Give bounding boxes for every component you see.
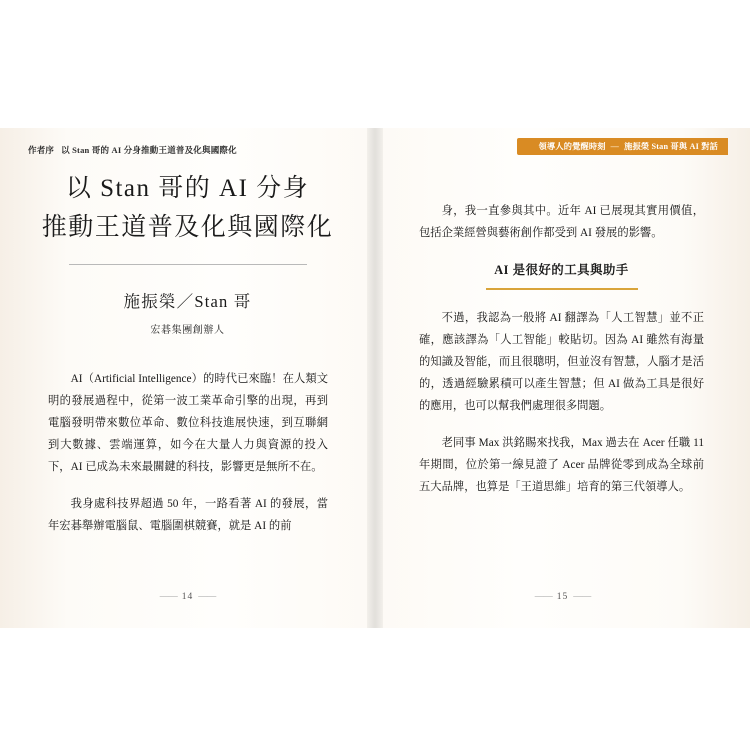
running-head-tab <box>517 138 728 155</box>
chapter-title-line-1: 以 Stan 哥的 AI 分身 <box>65 175 310 202</box>
page-number-right <box>375 592 750 602</box>
section-heading-underline <box>486 288 638 290</box>
paragraph: 我身處科技界超過 50 年，一路看著 AI 的發展，當年宏碁舉辦電腦鼠、電腦圍棋競賽，就是 AI 的前 <box>48 498 328 533</box>
running-head-title: 以 Stan 哥的 AI 分身推動王道普及化與國際化 <box>61 145 237 155</box>
running-head-tab-sub: 施振榮 Stan 哥與 AI 對話 <box>624 142 718 151</box>
running-head-label: 作者序 <box>28 145 55 155</box>
chapter-title <box>0 170 375 265</box>
left-page-body <box>48 368 328 552</box>
running-head-right <box>517 138 728 155</box>
running-head-tab-dash: — <box>610 142 620 151</box>
running-head-tab-main: 領導人的覺醒時刻 <box>538 142 606 151</box>
book-spread <box>0 128 750 628</box>
folio-dash-right: —— <box>198 592 216 602</box>
right-page-body <box>419 200 704 513</box>
paragraph: 不過，我認為一般將 AI 翻譯為「人工智慧」並不正確，應該譯為「人工智能」較貼切。因為 AI 雖然有海量的知識及智能，而且很聰明，但並沒有智慧，人腦才是活的，透過經驗累積可以產生智慧；但 AI 做為工具是很好的應用，也可以幫我們處理很多問題。 <box>419 312 704 413</box>
folio-dash-right: —— <box>573 592 591 602</box>
page-number-left <box>0 592 375 602</box>
chapter-title-line-2: 推動王道普及化與國際化 <box>41 213 334 241</box>
folio-number: 14 <box>181 592 194 602</box>
folio-number: 15 <box>556 592 569 602</box>
paragraph: AI（Artificial Intelligence）的時代已來臨！在人類文明的發展過程中，從第一波工業革命引擎的出現，再到電腦發明帶來數位革命、數位科技進展快速，到互聯網到大數據、雲端運算，如今在大量人力與資源的投入下，AI 已成為未來最關鍵的科技，影響更是無所不在。 <box>48 373 328 474</box>
folio-dash-left: —— <box>159 592 177 602</box>
author-name: 施振榮／Stan 哥 <box>123 292 252 311</box>
author-affiliation: 宏碁集團創辦人 <box>150 325 225 336</box>
paragraph: 老同事 Max 洪銘賜來找我，Max 過去在 Acer 任職 11 年期間，位於第一線見證了 Acer 品牌從零到成為全球前五大品牌，也算是「王道思維」培育的第三代領導人。 <box>419 437 704 494</box>
section-heading-text: AI 是很好的工具與助手 <box>494 263 629 278</box>
paragraph: 身，我一直參與其中。近年 AI 已展現其實用價值，包括企業經營與藝術創作都受到 AI 發展的影響。 <box>419 205 704 240</box>
byline <box>0 288 375 336</box>
section-heading <box>419 259 704 290</box>
left-page <box>0 128 375 628</box>
folio-dash-left: —— <box>534 592 552 602</box>
right-page <box>375 128 750 628</box>
title-divider <box>69 264 307 265</box>
running-head-left <box>28 144 237 156</box>
